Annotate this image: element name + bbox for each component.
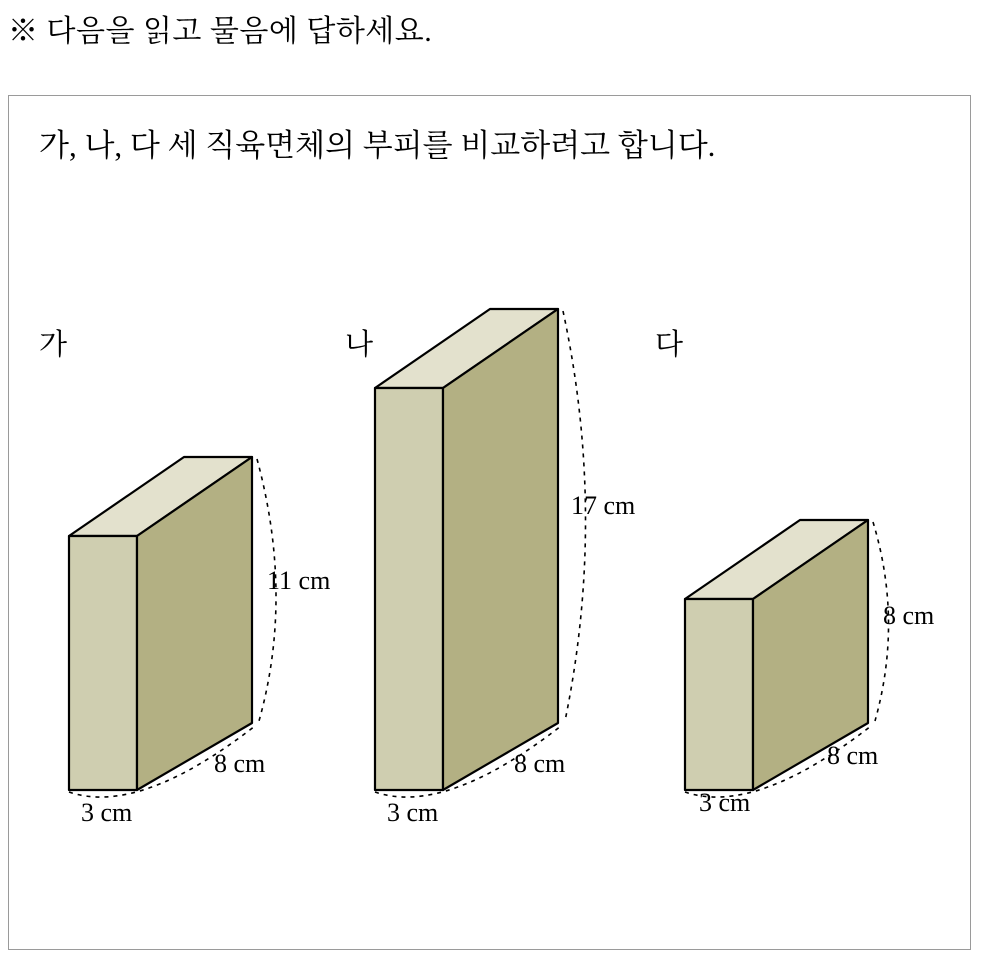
prisms-illustration — [9, 96, 972, 949]
front-face-da — [685, 599, 753, 790]
height-label-ga: 11 cm — [267, 566, 331, 595]
depth-label-na: 8 cm — [514, 749, 566, 778]
front-face-ga — [69, 536, 137, 790]
side-face-na — [443, 309, 558, 790]
depth-label-da: 8 cm — [827, 741, 879, 770]
width-label-na: 3 cm — [387, 798, 439, 827]
prism-ga — [69, 457, 276, 797]
prompt-text: 가, 나, 다 세 직육면체의 부피를 비교하려고 합니다. — [39, 128, 716, 163]
question-panel — [8, 95, 971, 950]
figure-label-na: 나 — [345, 329, 374, 361]
depth-label-ga: 8 cm — [214, 749, 266, 778]
prism-na — [375, 309, 586, 797]
figure-label-ga: 가 — [39, 329, 68, 361]
width-label-ga: 3 cm — [81, 798, 133, 827]
height-label-na: 17 cm — [571, 491, 636, 520]
figure-label-da: 다 — [655, 329, 684, 361]
height-label-da: 8 cm — [883, 601, 935, 630]
width-label-da: 3 cm — [699, 788, 751, 817]
front-face-na — [375, 388, 443, 790]
instruction-text: ※ 다음을 읽고 물음에 답하세요. — [8, 15, 433, 48]
